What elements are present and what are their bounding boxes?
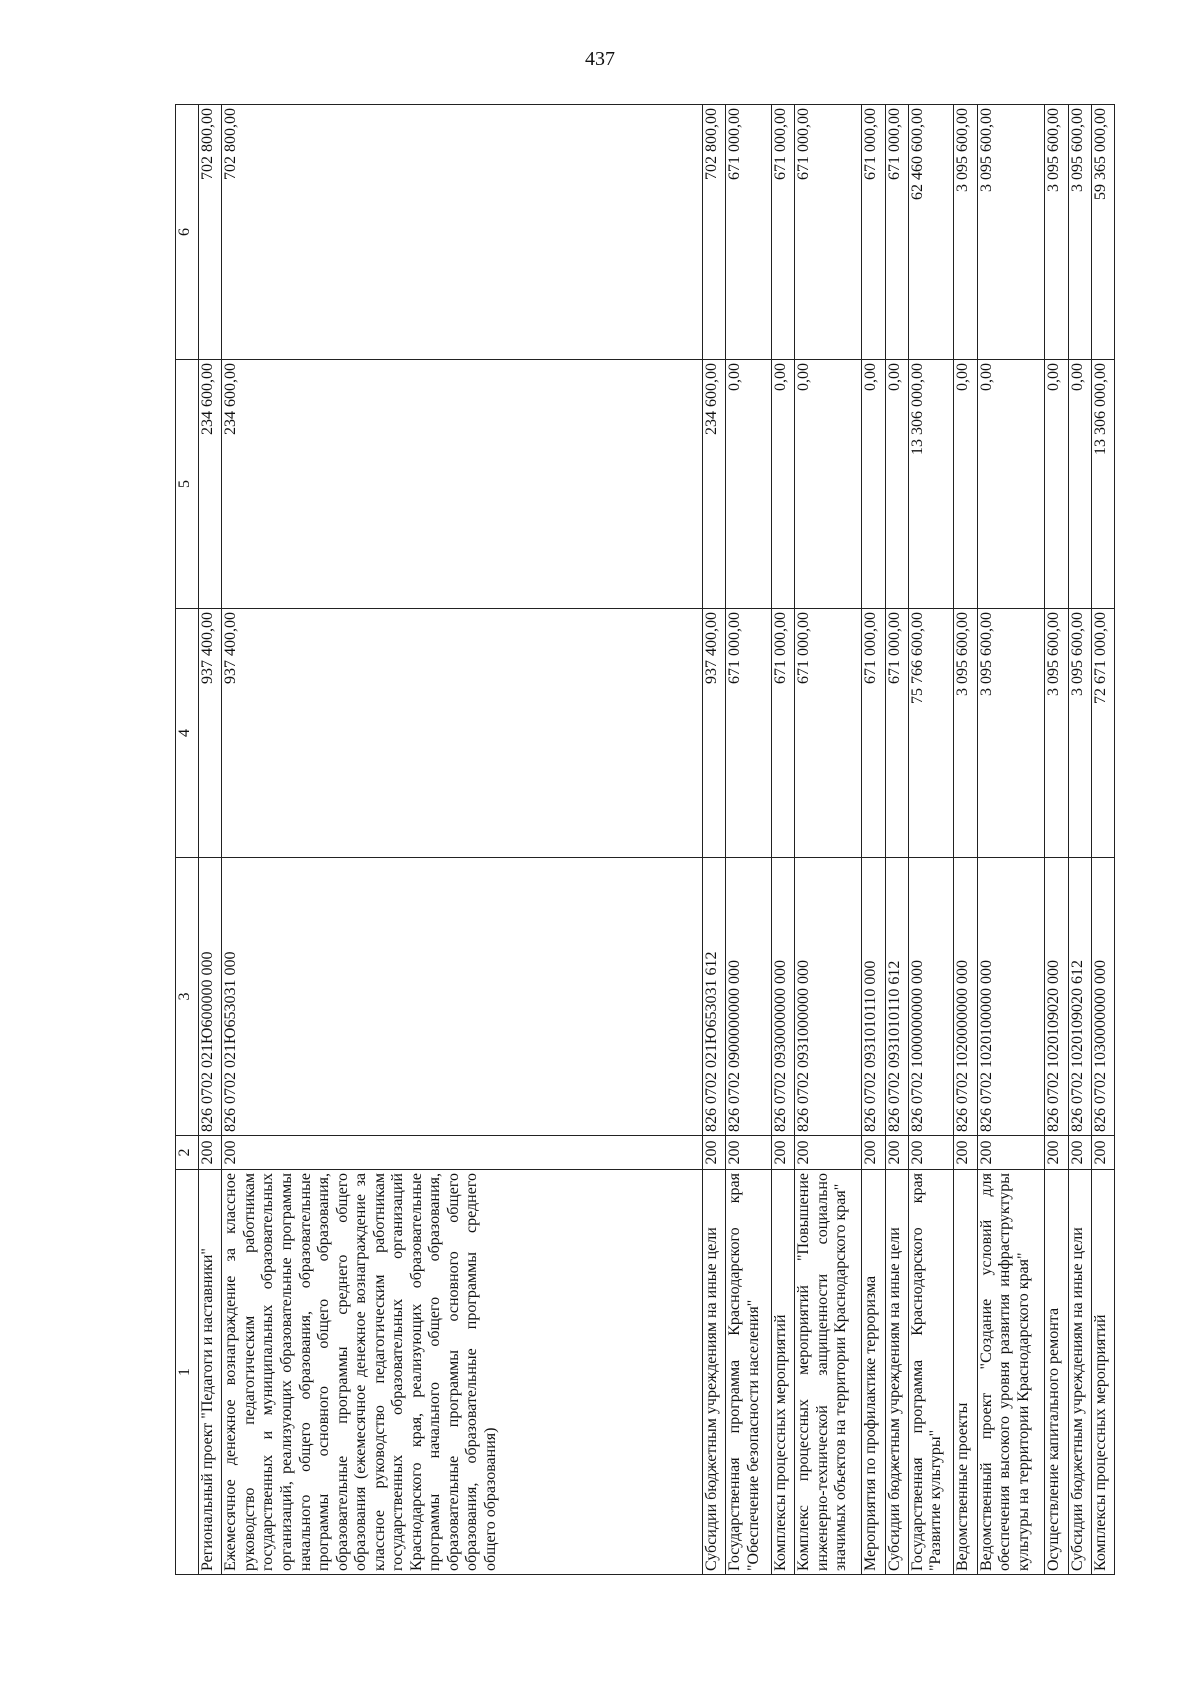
row-value-col5: 0,00 [726, 360, 771, 609]
header-row [176, 105, 199, 1575]
row-value-col6: 671 000,00 [726, 105, 771, 360]
row-col2: 200 [795, 1136, 862, 1170]
row-name: Региональный проект "Педагоги и наставники" [199, 1170, 222, 1575]
column-header: 4 [176, 609, 199, 858]
row-value-col5: 234 600,00 [702, 360, 726, 609]
row-value-col6: 3 095 600,00 [1044, 105, 1068, 360]
row-value-col6: 702 800,00 [199, 105, 222, 360]
row-code: 826 0702 1020100000 000 [977, 858, 1044, 1136]
row-code: 826 0702 1020109020 612 [1068, 858, 1091, 1136]
row-value-col5: 13 306 000,00 [908, 360, 953, 609]
row-name: Субсидии бюджетным учреждениям на иные цели [702, 1170, 726, 1575]
row-col2: 200 [771, 1136, 795, 1170]
row-value-col6: 62 460 600,00 [908, 105, 953, 360]
row-value-col4: 72 671 000,00 [1091, 609, 1114, 858]
row-name: Ежемесячное денежное вознаграждение за классное руководство педагогическим работникам государственных и муниципальных образовательных организаций, реализующих образовательные программы начального общего образования, образовательные программы основного общего образования, образовательные программы среднего общего образования (ежемесячное денежное вознаграждение за классное руководство педагогическим работникам государственных образовательных организаций Краснодарского края, реализующих образовательные программы начального общего образования, образовательные программы основного общего образования, образовательные программы среднего общего образования) [222, 1170, 702, 1575]
table-row [726, 105, 771, 1575]
row-value-col4: 671 000,00 [726, 609, 771, 858]
row-name: Ведомственный проект "Создание условий для обеспечения высокого уровня развития инфраструктуры культуры на территории Краснодарского края" [977, 1170, 1044, 1575]
row-code: 826 0702 0931010110 000 [862, 858, 885, 1136]
row-value-col6: 3 095 600,00 [977, 105, 1044, 360]
row-col2: 200 [222, 1136, 702, 1170]
row-value-col4: 671 000,00 [862, 609, 885, 858]
row-value-col5: 0,00 [1068, 360, 1091, 609]
row-col2: 200 [953, 1136, 977, 1170]
row-value-col4: 937 400,00 [702, 609, 726, 858]
row-col2: 200 [885, 1136, 908, 1170]
row-name: Государственная программа Краснодарского края "Обеспечение безопасности населения" [726, 1170, 771, 1575]
row-code: 826 0702 1030000000 000 [1091, 858, 1114, 1136]
row-name: Комплексы процессных мероприятий [1091, 1170, 1114, 1575]
row-name: Комплексы процессных мероприятий [771, 1170, 795, 1575]
row-value-col4: 3 095 600,00 [1068, 609, 1091, 858]
row-value-col5: 0,00 [977, 360, 1044, 609]
row-value-col5: 13 306 000,00 [1091, 360, 1114, 609]
row-value-col6: 671 000,00 [862, 105, 885, 360]
row-value-col5: 0,00 [885, 360, 908, 609]
row-col2: 200 [726, 1136, 771, 1170]
row-code: 826 0702 0931010110 612 [885, 858, 908, 1136]
row-name: Осуществление капитального ремонта [1044, 1170, 1068, 1575]
row-name: Ведомственные проекты [953, 1170, 977, 1575]
table-row [1044, 105, 1068, 1575]
column-header: 1 [176, 1170, 199, 1575]
row-code: 826 0702 1020109020 000 [1044, 858, 1068, 1136]
table-row [771, 105, 795, 1575]
row-value-col5: 0,00 [953, 360, 977, 609]
table-row [222, 105, 702, 1575]
table-row [862, 105, 885, 1575]
table-row [1091, 105, 1114, 1575]
row-name: Комплекс процессных мероприятий "Повышение инженерно-технической защищенности социально значимых объектов на территории Краснодарского края" [795, 1170, 862, 1575]
row-value-col4: 671 000,00 [795, 609, 862, 858]
row-value-col6: 702 800,00 [222, 105, 702, 360]
row-value-col4: 937 400,00 [199, 609, 222, 858]
row-value-col6: 671 000,00 [771, 105, 795, 360]
row-value-col6: 702 800,00 [702, 105, 726, 360]
row-col2: 200 [862, 1136, 885, 1170]
row-col2: 200 [908, 1136, 953, 1170]
row-value-col5: 0,00 [771, 360, 795, 609]
row-value-col4: 75 766 600,00 [908, 609, 953, 858]
column-header: 5 [176, 360, 199, 609]
row-value-col5: 234 600,00 [199, 360, 222, 609]
page-number: 437 [585, 48, 615, 70]
row-value-col4: 671 000,00 [771, 609, 795, 858]
column-header: 6 [176, 105, 199, 360]
row-name: Государственная программа Краснодарского края "Развитие культуры" [908, 1170, 953, 1575]
row-value-col5: 234 600,00 [222, 360, 702, 609]
table-row [908, 105, 953, 1575]
row-code: 826 0702 021Ю653031 612 [702, 858, 726, 1136]
row-code: 826 0702 1020000000 000 [953, 858, 977, 1136]
table-row [885, 105, 908, 1575]
row-col2: 200 [702, 1136, 726, 1170]
table-row [199, 105, 222, 1575]
row-code: 826 0702 021Ю600000 000 [199, 858, 222, 1136]
table-row [977, 105, 1044, 1575]
row-value-col4: 3 095 600,00 [953, 609, 977, 858]
column-header: 3 [176, 858, 199, 1136]
row-value-col6: 671 000,00 [795, 105, 862, 360]
table-row [702, 105, 726, 1575]
row-col2: 200 [977, 1136, 1044, 1170]
table-row [795, 105, 862, 1575]
row-value-col6: 3 095 600,00 [953, 105, 977, 360]
row-value-col4: 671 000,00 [885, 609, 908, 858]
row-value-col4: 3 095 600,00 [977, 609, 1044, 858]
row-code: 826 0702 1000000000 000 [908, 858, 953, 1136]
row-value-col6: 59 365 000,00 [1091, 105, 1114, 360]
budget-table [175, 104, 1115, 1575]
row-name: Субсидии бюджетным учреждениям на иные цели [885, 1170, 908, 1575]
row-col2: 200 [1068, 1136, 1091, 1170]
row-value-col5: 0,00 [1044, 360, 1068, 609]
row-value-col4: 937 400,00 [222, 609, 702, 858]
row-value-col4: 3 095 600,00 [1044, 609, 1068, 858]
row-name: Субсидии бюджетным учреждениям на иные цели [1068, 1170, 1091, 1575]
row-col2: 200 [1091, 1136, 1114, 1170]
rotated-table-container [175, 105, 1115, 1575]
row-code: 826 0702 0931000000 000 [795, 858, 862, 1136]
row-code: 826 0702 021Ю653031 000 [222, 858, 702, 1136]
row-value-col6: 3 095 600,00 [1068, 105, 1091, 360]
row-value-col6: 671 000,00 [885, 105, 908, 360]
row-code: 826 0702 0900000000 000 [726, 858, 771, 1136]
row-value-col5: 0,00 [795, 360, 862, 609]
row-col2: 200 [199, 1136, 222, 1170]
row-code: 826 0702 0930000000 000 [771, 858, 795, 1136]
row-value-col5: 0,00 [862, 360, 885, 609]
table-row [953, 105, 977, 1575]
column-header: 2 [176, 1136, 199, 1170]
row-name: Мероприятия по профилактике терроризма [862, 1170, 885, 1575]
row-col2: 200 [1044, 1136, 1068, 1170]
table-row [1068, 105, 1091, 1575]
